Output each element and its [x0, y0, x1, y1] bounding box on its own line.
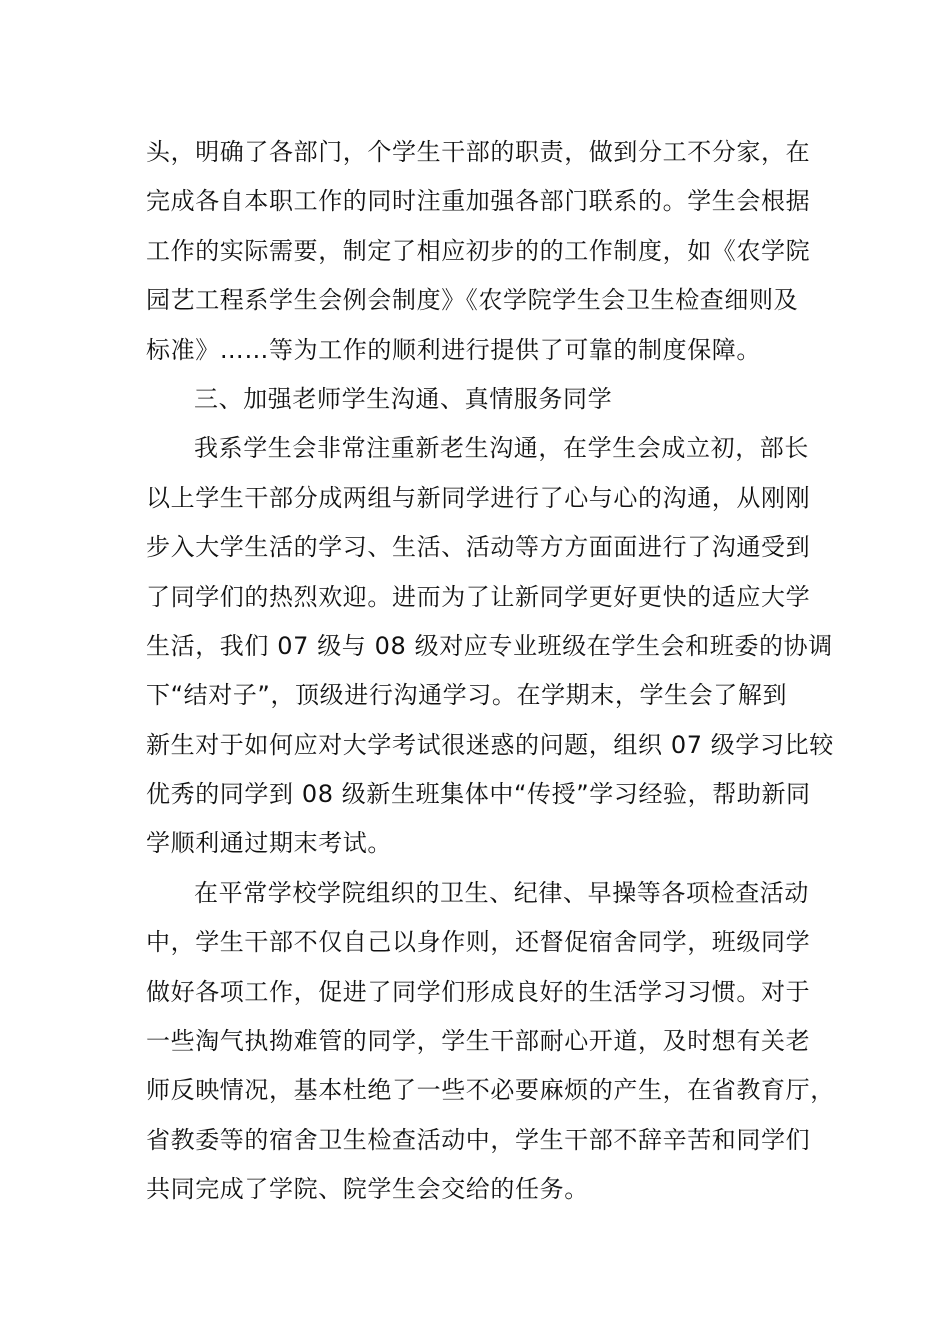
text-line: 步入大学生活的学习、生活、活动等方方面面进行了沟通受到	[146, 533, 811, 562]
text-line: 下“结对子”，顶级进行沟通学习。在学期末，学生会了解到	[146, 681, 788, 710]
text-line: 标准》……等为工作的顺利进行提供了可靠的制度保障。	[146, 335, 761, 364]
text-line: 师反映情况，基本杜绝了一些不必要麻烦的产生，在省教育厅，	[146, 1076, 835, 1105]
text-line: 在平常学校学院组织的卫生、纪律、早操等各项检查活动	[194, 878, 809, 907]
paragraph-department-duties	[146, 128, 826, 375]
text-line: 共同完成了学院、院学生会交给的任务。	[146, 1175, 589, 1204]
text-line: 生活，我们 07 级与 08 级对应专业班级在学生会和班委的协调	[146, 631, 833, 660]
text-line: 我系学生会非常注重新老生沟通，在学生会成立初，部长	[194, 434, 809, 463]
text-line: 优秀的同学到 08 级新生班集体中“传授”学习经验，帮助新同	[146, 780, 811, 809]
text-line: 园艺工程系学生会例会制度》《农学院学生会卫生检查细则及	[146, 286, 799, 315]
text-line: 完成各自本职工作的同时注重加强各部门联系的。学生会根据	[146, 187, 811, 216]
text-line: 了同学们的热烈欢迎。进而为了让新同学更好更快的适应大学	[146, 582, 811, 611]
section-heading-three	[146, 375, 826, 424]
text-line: 头，明确了各部门，个学生干部的职责，做到分工不分家，在	[146, 138, 811, 166]
text-line: 做好各项工作，促进了同学们形成良好的生活学习习惯。对于	[146, 977, 811, 1006]
section-heading: 三、加强老师学生沟通、真情服务同学	[194, 384, 613, 413]
text-line: 学顺利通过期末考试。	[146, 829, 392, 858]
text-line: 新生对于如何应对大学考试很迷惑的问题，组织 07 级学习比较	[146, 730, 834, 759]
text-line: 中，学生干部不仅自己以身作则，还督促宿舍同学，班级同学	[146, 928, 811, 957]
paragraph-inspection-activities	[146, 869, 835, 1215]
document-body	[146, 128, 835, 1215]
text-line: 以上学生干部分成两组与新同学进行了心与心的沟通，从刚刚	[146, 483, 811, 512]
paragraph-student-communication	[146, 424, 834, 869]
text-line: 一些淘气执拗难管的同学，学生干部耐心开道，及时想有关老	[146, 1027, 811, 1056]
text-line: 省教委等的宿舍卫生检查活动中，学生干部不辞辛苦和同学们	[146, 1125, 811, 1154]
text-line: 工作的实际需要，制定了相应初步的的工作制度，如《农学院	[146, 236, 811, 265]
